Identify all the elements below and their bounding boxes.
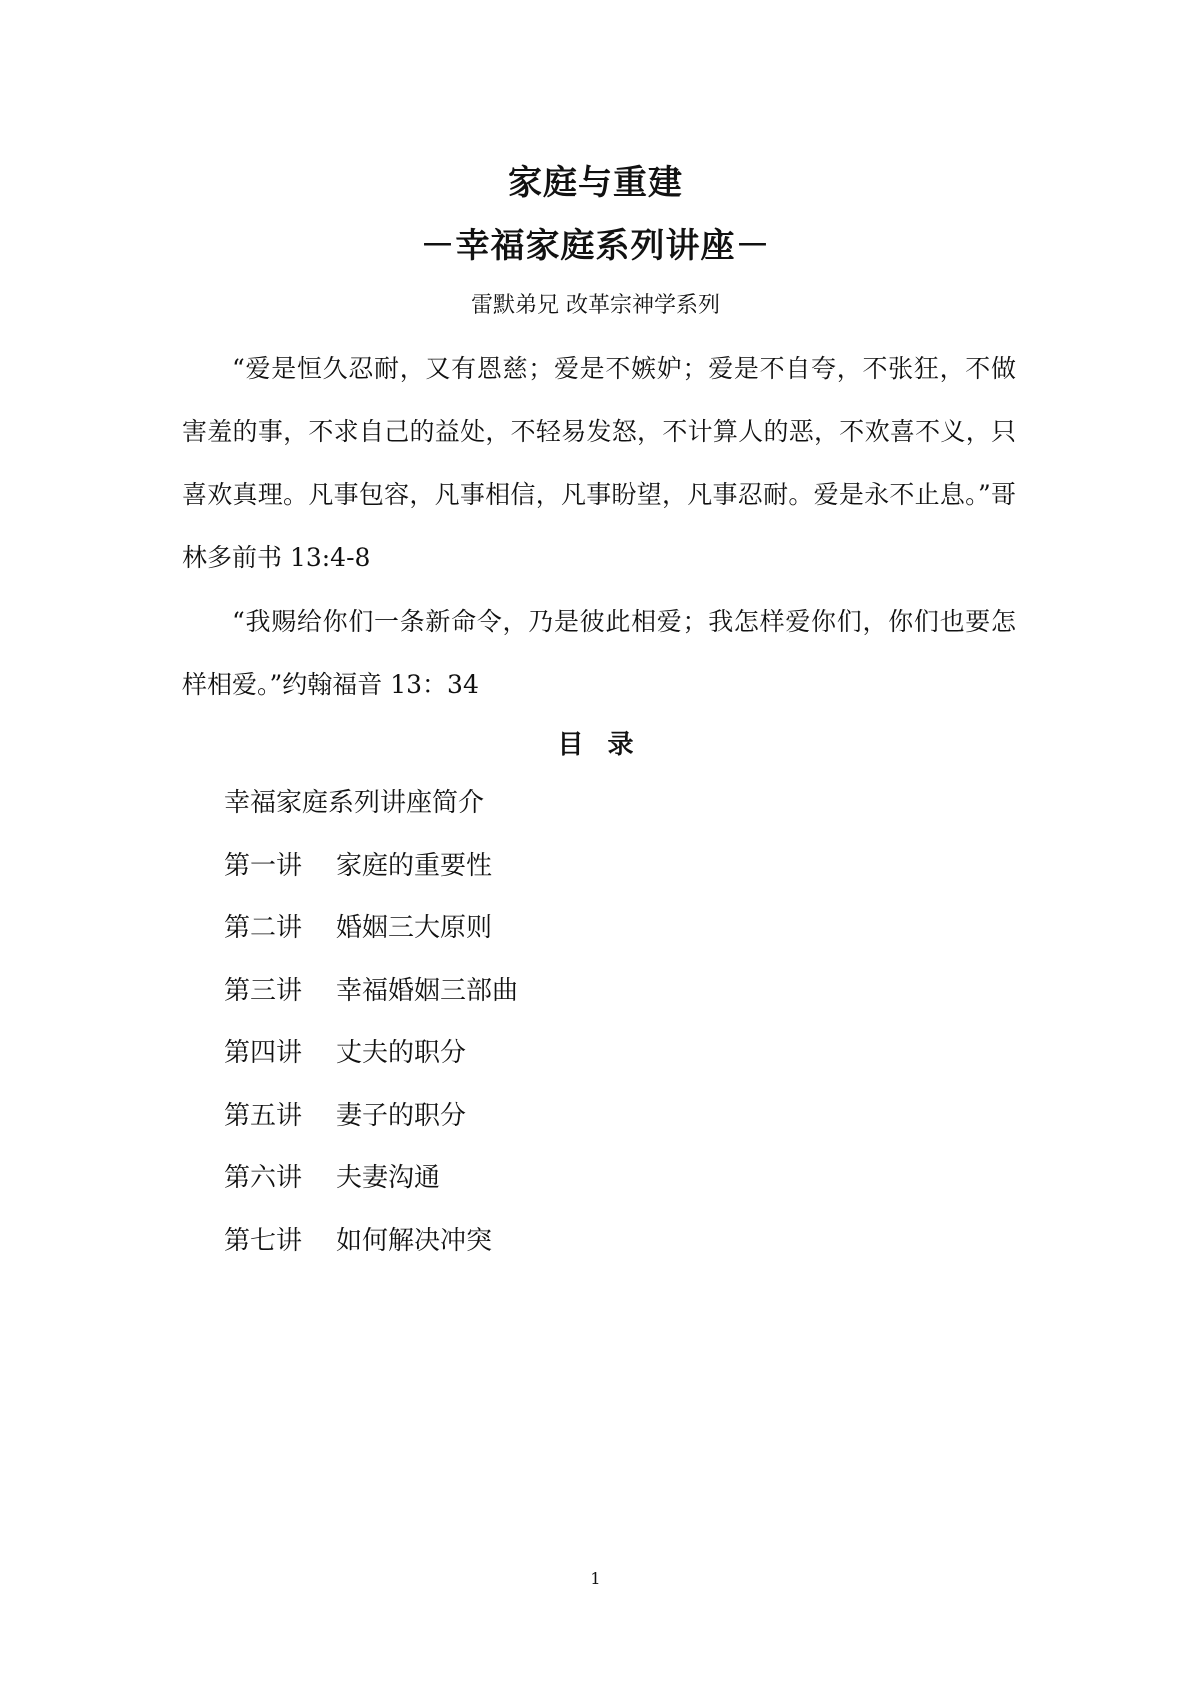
toc-item [224,1160,518,1223]
page-number: 1 [590,1569,601,1588]
toc-item-number: 第一讲 [224,850,303,881]
toc-item-title: 婚姻三大原则 [336,913,493,943]
toc-item-title: 丈夫的职分 [336,1038,467,1068]
page-subtitle: －幸福家庭系列讲座－ [420,226,771,266]
toc-item-title: 幸福家庭系列讲座简介 [224,788,485,818]
toc-item-intro [224,785,518,848]
toc-item-title: 如何解决冲突 [336,1225,493,1256]
toc-item-number: 第三讲 [224,975,303,1006]
toc-item-title: 家庭的重要性 [336,850,493,881]
page-title: 家庭与重建 [508,163,683,203]
toc-item [224,848,518,911]
toc-item-number: 第二讲 [224,913,303,943]
toc-item-title: 幸福婚姻三部曲 [336,975,519,1006]
toc-item-number: 第五讲 [224,1100,303,1131]
toc-item [224,910,518,973]
table-of-contents [224,785,518,1285]
toc-item [224,1035,518,1098]
toc-item-number: 第六讲 [224,1163,303,1193]
toc-item-number: 第四讲 [224,1038,303,1068]
toc-item [224,1098,518,1161]
toc-item [224,1223,518,1286]
scripture-quote-1: “爱是恒久忍耐，又有恩慈；爱是不嫉妒；爱是不自夸，不张狂，不做害羞的事，不求自己的益处，不轻易发怒，不计算人的恶，不欢喜不义，只喜欢真理。凡事包容，凡事相信，凡事盼望，凡事忍耐。爱是永不止息。”哥林多前书 13:4-8 [182,354,1016,572]
toc-item [224,973,518,1036]
toc-item-title: 夫妻沟通 [336,1163,441,1193]
author-line: 雷默弟兄 改革宗神学系列 [471,293,720,318]
toc-item-number: 第七讲 [224,1225,303,1256]
toc-item-title: 妻子的职分 [336,1100,467,1131]
scripture-quote-2: “我赐给你们一条新命令，乃是彼此相爱；我怎样爱你们，你们也要怎样相爱。”约翰福音 13：34 [182,607,1016,699]
toc-heading: 目录 [557,730,658,760]
